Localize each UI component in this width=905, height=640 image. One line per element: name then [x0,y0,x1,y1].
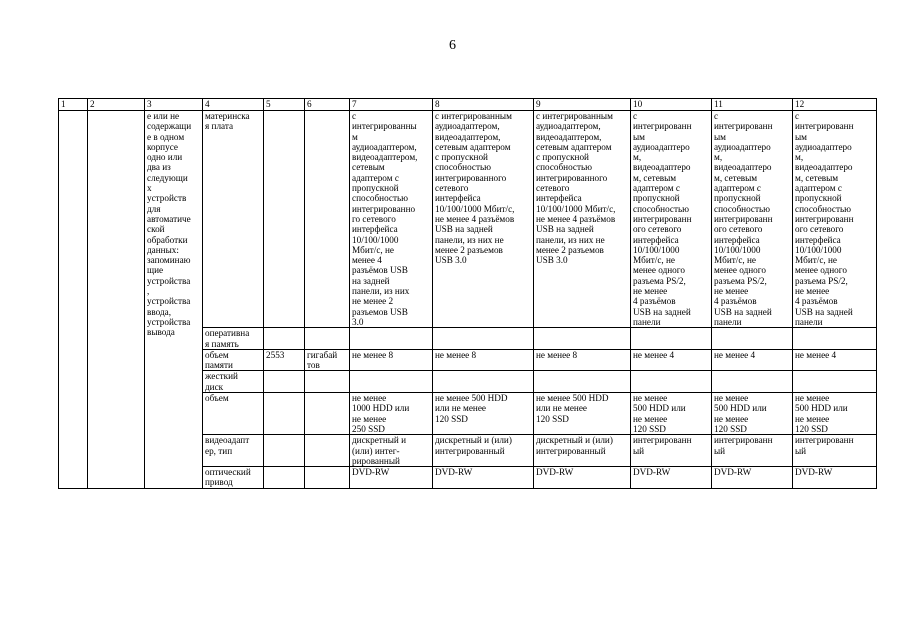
value-cell [793,371,877,393]
value-cell: не менее 500 HDD или не менее 120 SSD [534,393,631,435]
table-row [59,111,877,328]
col2-cell [88,111,145,489]
unit-cell [305,328,350,350]
header-cell: 12 [793,99,877,111]
code-cell [264,393,305,435]
value-cell [534,371,631,393]
value-cell: не менее 500 HDD или не менее 120 SSD [712,393,793,435]
header-cell: 8 [433,99,534,111]
unit-cell [305,435,350,467]
value-cell: не менее 8 [534,349,631,371]
header-row [59,99,877,111]
value-cell [631,328,712,350]
value-cell [433,371,534,393]
value-cell: DVD-RW [433,467,534,489]
code-cell [264,111,305,328]
value-cell: интегрированн ый [712,435,793,467]
value-cell [350,328,433,350]
value-cell [793,328,877,350]
value-cell: не менее 4 [631,349,712,371]
value-cell: с интегрированны м аудиоадаптером, видеоадаптером, сетевым адаптером с пропускной способностью интегрированно го сетевого интерфейса 10/100/1000 Мбит/с, не менее 4 разъёмов USB на задней панели, из них не менее 2 разъемов USB 3.0 [350,111,433,328]
param-cell: объем [203,393,264,435]
unit-cell [305,371,350,393]
value-cell: с интегрированн ым аудиоадаптеро м, видеоадаптеро м, сетевым адаптером с пропускной способностью интегрированн ого сетевого интерфейса 10/100/1000 Мбит/с, не менее одного разъема PS/2, не менее 4 разъёмов USB на задней панели [631,111,712,328]
col1-cell [59,111,88,489]
page-number: 6 [449,38,456,53]
value-cell: не менее 500 HDD или не менее 120 SSD [793,393,877,435]
value-cell [433,328,534,350]
header-cell: 11 [712,99,793,111]
value-cell [712,371,793,393]
code-cell [264,467,305,489]
value-cell: не менее 4 [793,349,877,371]
param-cell: материнска я плата [203,111,264,328]
unit-cell [305,467,350,489]
value-cell: с интегрированным аудиоадаптером, видеоадаптером, сетевым адаптером с пропускной способностью интегрированного сетевого интерфейса 10/100/1000 Мбит/с, не менее 4 разъёмов USB на задней панели, из них не менее 2 разъемов USB 3.0 [534,111,631,328]
value-cell: не менее 1000 HDD или не менее 250 SSD [350,393,433,435]
value-cell: DVD-RW [712,467,793,489]
value-cell: не менее 8 [350,349,433,371]
value-cell [712,328,793,350]
description-cell: е или не содержащи е в одном корпусе одно или два из следующи х устройств для автоматиче ской обработки данных: запоминаю щие устройства , устройства ввода, устройства вывода [145,111,203,489]
value-cell: с интегрированн ым аудиоадаптеро м, видеоадаптеро м, сетевым адаптером с пропускной способностью интегрированн ого сетевого интерфейса 10/100/1000 Мбит/с, не менее одного разъема PS/2, не менее 4 разъёмов USB на задней панели [712,111,793,328]
value-cell: дискретный и (или) интегрированный [433,435,534,467]
value-cell: не менее 4 [712,349,793,371]
value-cell [534,328,631,350]
value-cell: не менее 8 [433,349,534,371]
value-cell: дискретный и (или) интегрированный [534,435,631,467]
unit-cell [305,111,350,328]
value-cell: с интегрированным аудиоадаптером, видеоадаптером, сетевым адаптером с пропускной способностью интегрированного сетевого интерфейса 10/100/1000 Мбит/с, не менее 4 разъёмов USB на задней панели, из них не менее 2 разъемов USB 3.0 [433,111,534,328]
param-cell: жесткий диск [203,371,264,393]
header-cell: 1 [59,99,88,111]
header-cell: 2 [88,99,145,111]
value-cell: интегрированн ый [793,435,877,467]
value-cell [631,371,712,393]
value-cell: DVD-RW [793,467,877,489]
code-cell: 2553 [264,349,305,371]
header-cell: 5 [264,99,305,111]
param-cell: объем памяти [203,349,264,371]
value-cell: дискретный и (или) интег- рированный [350,435,433,467]
value-cell: DVD-RW [534,467,631,489]
value-cell: с интегрированн ым аудиоадаптеро м, видеоадаптеро м, сетевым адаптером с пропускной способностью интегрированн ого сетевого интерфейса 10/100/1000 Мбит/с, не менее одного разъема PS/2, не менее 4 разъёмов USB на задней панели [793,111,877,328]
code-cell [264,435,305,467]
value-cell: не менее 500 HDD или не менее 120 SSD [631,393,712,435]
value-cell [350,371,433,393]
header-cell: 9 [534,99,631,111]
specification-table [58,98,877,489]
value-cell: DVD-RW [631,467,712,489]
code-cell [264,328,305,350]
code-cell [264,371,305,393]
param-cell: оптический привод [203,467,264,489]
value-cell: интегрированн ый [631,435,712,467]
header-cell: 7 [350,99,433,111]
value-cell: DVD-RW [350,467,433,489]
header-cell: 6 [305,99,350,111]
header-cell: 10 [631,99,712,111]
value-cell: не менее 500 HDD или не менее 120 SSD [433,393,534,435]
param-cell: видеоадапт ер, тип [203,435,264,467]
header-cell: 3 [145,99,203,111]
unit-cell [305,393,350,435]
unit-cell: гигабай тов [305,349,350,371]
param-cell: оперативна я память [203,328,264,350]
header-cell: 4 [203,99,264,111]
